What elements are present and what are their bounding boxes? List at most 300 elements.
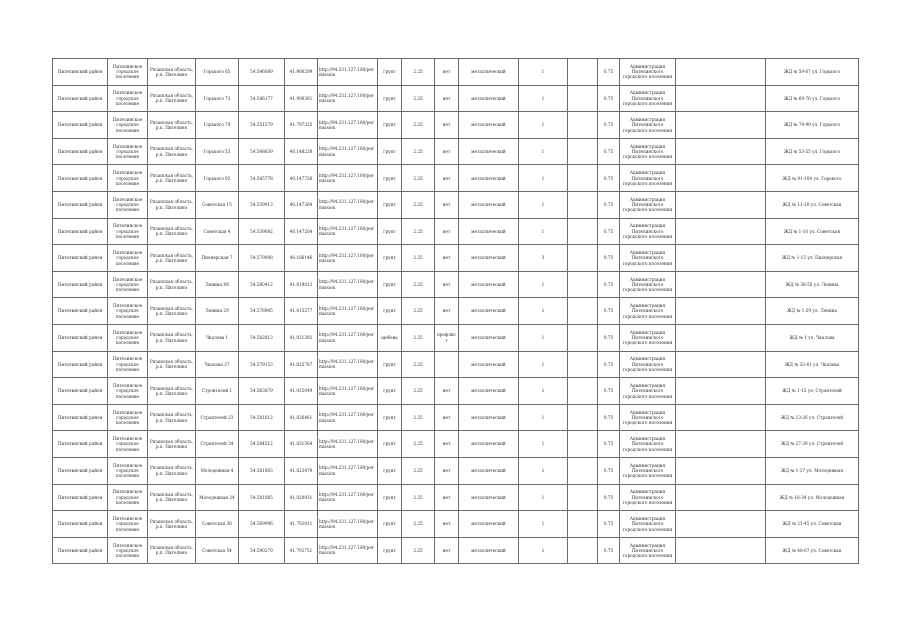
longitude-cell: 41.826461 bbox=[285, 404, 318, 431]
district-cell: Пителинский район bbox=[53, 484, 108, 511]
owner-cell: Администрация Пителинского городского поселения bbox=[620, 112, 676, 139]
permission-link-cell: http://94.231.127.180/permission bbox=[318, 191, 378, 218]
empty-cell bbox=[568, 378, 598, 405]
owner-cell: Администрация Пителинского городского поселения bbox=[620, 351, 676, 378]
latitude-cell: 54.582813 bbox=[239, 324, 285, 351]
roof-cell: нет bbox=[435, 484, 459, 511]
area-cell: 2.25 bbox=[402, 378, 435, 405]
latitude-cell: 54.581803 bbox=[239, 457, 285, 484]
district-cell: Пителинский район bbox=[53, 245, 108, 272]
address-street-cell: Советская 4 bbox=[196, 218, 239, 245]
address-street-cell: Советская 54 bbox=[196, 537, 239, 564]
longitude-cell: 41.906299 bbox=[285, 59, 318, 86]
permission-link-cell: http://94.231.127.180/permission bbox=[318, 245, 378, 272]
container-count-cell: 1 bbox=[519, 218, 568, 245]
empty-cell-2 bbox=[676, 298, 766, 325]
roof-cell: нет bbox=[435, 85, 459, 112]
surface-cell: грунт bbox=[378, 404, 402, 431]
address-street-cell: Чкалова 1 bbox=[196, 324, 239, 351]
owner-cell: Администрация Пителинского городского поселения bbox=[620, 457, 676, 484]
surface-cell: грунт bbox=[378, 245, 402, 272]
district-cell: Пителинский район bbox=[53, 351, 108, 378]
container-material-cell: металлический bbox=[459, 484, 519, 511]
settlement-cell: Пителинское городское поселение bbox=[108, 59, 148, 86]
empty-cell bbox=[568, 431, 598, 458]
table-row bbox=[53, 378, 859, 405]
container-count-cell: 1 bbox=[519, 431, 568, 458]
area-cell: 2.25 bbox=[402, 245, 435, 272]
district-cell: Пителинский район bbox=[53, 112, 108, 139]
latitude-cell: 54.581612 bbox=[239, 404, 285, 431]
address-region-cell: Рязанская область, р.п. Пителино bbox=[148, 85, 196, 112]
longitude-cell: 41.819012 bbox=[285, 271, 318, 298]
area-cell: 2.25 bbox=[402, 85, 435, 112]
empty-cell-2 bbox=[676, 537, 766, 564]
permission-link-cell: http://94.231.127.180/permission bbox=[318, 351, 378, 378]
address-street-cell: Молодежная 4 bbox=[196, 457, 239, 484]
volume-cell: 0.75 bbox=[598, 298, 620, 325]
container-count-cell: 1 bbox=[519, 138, 568, 165]
longitude-cell: 41.906361 bbox=[285, 85, 318, 112]
roof-cell: профлист bbox=[435, 324, 459, 351]
permission-link-cell: http://94.231.127.180/permission bbox=[318, 298, 378, 325]
container-count-cell: 1 bbox=[519, 191, 568, 218]
latitude-cell: 54.581985 bbox=[239, 484, 285, 511]
address-street-cell: Строителей 34 bbox=[196, 431, 239, 458]
area-cell: 2.25 bbox=[402, 404, 435, 431]
table-row bbox=[53, 245, 859, 272]
latitude-cell: 54.548639 bbox=[239, 138, 285, 165]
container-count-cell: 1 bbox=[519, 112, 568, 139]
settlement-cell: Пителинское городское поселение bbox=[108, 351, 148, 378]
served-houses-cell: ЖД № 27-39 ул. Строителей bbox=[766, 431, 859, 458]
district-cell: Пителинский район bbox=[53, 191, 108, 218]
empty-cell-2 bbox=[676, 271, 766, 298]
district-cell: Пителинский район bbox=[53, 457, 108, 484]
area-cell: 2.25 bbox=[402, 59, 435, 86]
latitude-cell: 54.551279 bbox=[239, 112, 285, 139]
volume-cell: 0.75 bbox=[598, 218, 620, 245]
served-houses-cell: ЖД № 38-50 ул. Ленина bbox=[766, 271, 859, 298]
volume-cell: 0.75 bbox=[598, 112, 620, 139]
settlement-cell: Пителинское городское поселение bbox=[108, 431, 148, 458]
served-houses-cell: ЖД № 13-26 ул. Строителей bbox=[766, 404, 859, 431]
table-row bbox=[53, 112, 859, 139]
container-count-cell: 1 bbox=[519, 324, 568, 351]
empty-cell-2 bbox=[676, 511, 766, 538]
address-region-cell: Рязанская область, р.п. Пителино bbox=[148, 457, 196, 484]
empty-cell-2 bbox=[676, 378, 766, 405]
served-houses-cell: ЖД № 1 ул. Чкалова bbox=[766, 324, 859, 351]
table-row bbox=[53, 271, 859, 298]
address-region-cell: Рязанская область, р.п. Пителино bbox=[148, 112, 196, 139]
empty-cell-2 bbox=[676, 484, 766, 511]
served-houses-cell: ЖД № 21-45 ул. Советская bbox=[766, 511, 859, 538]
served-houses-cell: ЖД № 32-41 ул. Чкалова bbox=[766, 351, 859, 378]
served-houses-cell: ЖД № 59-67 ул. Горького bbox=[766, 59, 859, 86]
owner-cell: Администрация Пителинского городского поселения bbox=[620, 378, 676, 405]
settlement-cell: Пителинское городское поселение bbox=[108, 484, 148, 511]
address-region-cell: Рязанская область, р.п. Пителино bbox=[148, 59, 196, 86]
empty-cell-2 bbox=[676, 457, 766, 484]
surface-cell: грунт bbox=[378, 457, 402, 484]
address-region-cell: Рязанская область, р.п. Пителино bbox=[148, 138, 196, 165]
volume-cell: 0.75 bbox=[598, 431, 620, 458]
roof-cell: нет bbox=[435, 165, 459, 192]
longitude-cell: 40.148238 bbox=[285, 138, 318, 165]
empty-cell bbox=[568, 271, 598, 298]
owner-cell: Администрация Пителинского городского поселения bbox=[620, 271, 676, 298]
settlement-cell: Пителинское городское поселение bbox=[108, 457, 148, 484]
permission-link-cell: http://94.231.127.180/permission bbox=[318, 112, 378, 139]
roof-cell: нет bbox=[435, 537, 459, 564]
container-material-cell: металлический bbox=[459, 245, 519, 272]
empty-cell-2 bbox=[676, 245, 766, 272]
owner-cell: Администрация Пителинского городского поселения bbox=[620, 511, 676, 538]
settlement-cell: Пителинское городское поселение bbox=[108, 404, 148, 431]
permission-link-cell: http://94.231.127.180/permission bbox=[318, 537, 378, 564]
address-region-cell: Рязанская область, р.п. Пителино bbox=[148, 245, 196, 272]
table-row bbox=[53, 511, 859, 538]
surface-cell: грунт bbox=[378, 165, 402, 192]
settlement-cell: Пителинское городское поселение bbox=[108, 378, 148, 405]
latitude-cell: 54.579008 bbox=[239, 245, 285, 272]
container-count-cell: 1 bbox=[519, 351, 568, 378]
address-street-cell: Горького 53 bbox=[196, 138, 239, 165]
address-region-cell: Рязанская область, р.п. Пителино bbox=[148, 271, 196, 298]
address-street-cell: Ленина 48 bbox=[196, 271, 239, 298]
empty-cell-2 bbox=[676, 218, 766, 245]
area-cell: 2.25 bbox=[402, 484, 435, 511]
container-material-cell: металлический bbox=[459, 378, 519, 405]
table-row bbox=[53, 351, 859, 378]
served-houses-cell: ЖД № 1-12 ул. Строителей bbox=[766, 378, 859, 405]
surface-cell: грунт bbox=[378, 378, 402, 405]
served-houses-cell: ЖД № 91-104 ул. Горького bbox=[766, 165, 859, 192]
surface-cell: грунт bbox=[378, 59, 402, 86]
owner-cell: Администрация Пителинского городского поселения bbox=[620, 218, 676, 245]
latitude-cell: 54.563879 bbox=[239, 378, 285, 405]
empty-cell bbox=[568, 298, 598, 325]
volume-cell: 0.75 bbox=[598, 378, 620, 405]
container-material-cell: металлический bbox=[459, 191, 519, 218]
settlement-cell: Пителинское городское поселение bbox=[108, 218, 148, 245]
table-row bbox=[53, 537, 859, 564]
empty-cell bbox=[568, 511, 598, 538]
empty-cell-2 bbox=[676, 404, 766, 431]
district-cell: Пителинский район bbox=[53, 271, 108, 298]
empty-cell bbox=[568, 484, 598, 511]
surface-cell: грунт bbox=[378, 112, 402, 139]
district-cell: Пителинский район bbox=[53, 511, 108, 538]
table-row bbox=[53, 298, 859, 325]
container-count-cell: 1 bbox=[519, 298, 568, 325]
container-count-cell: 1 bbox=[519, 59, 568, 86]
district-cell: Пителинский район bbox=[53, 138, 108, 165]
owner-cell: Администрация Пителинского городского поселения bbox=[620, 537, 676, 564]
container-material-cell: металлический bbox=[459, 165, 519, 192]
permission-link-cell: http://94.231.127.180/permission bbox=[318, 165, 378, 192]
table-row bbox=[53, 59, 859, 86]
owner-cell: Администрация Пителинского городского поселения bbox=[620, 138, 676, 165]
longitude-cell: 41.797325 bbox=[285, 112, 318, 139]
table-row bbox=[53, 191, 859, 218]
latitude-cell: 54.590270 bbox=[239, 537, 285, 564]
empty-cell bbox=[568, 324, 598, 351]
area-cell: 2.25 bbox=[402, 298, 435, 325]
empty-cell-2 bbox=[676, 59, 766, 86]
volume-cell: 0.75 bbox=[598, 138, 620, 165]
surface-cell: грунт bbox=[378, 191, 402, 218]
permission-link-cell: http://94.231.127.180/permission bbox=[318, 431, 378, 458]
surface-cell: грунт bbox=[378, 537, 402, 564]
roof-cell: нет bbox=[435, 191, 459, 218]
empty-cell-2 bbox=[676, 324, 766, 351]
longitude-cell: 40.147204 bbox=[285, 218, 318, 245]
table-row bbox=[53, 484, 859, 511]
address-region-cell: Рязанская область, р.п. Пителино bbox=[148, 298, 196, 325]
address-region-cell: Рязанская область, р.п. Пителино bbox=[148, 484, 196, 511]
address-region-cell: Рязанская область, р.п. Пителино bbox=[148, 191, 196, 218]
permission-link-cell: http://94.231.127.180/permission bbox=[318, 457, 378, 484]
address-street-cell: Строителей 23 bbox=[196, 404, 239, 431]
longitude-cell: 40.147264 bbox=[285, 191, 318, 218]
volume-cell: 0.75 bbox=[598, 245, 620, 272]
permission-link-cell: http://94.231.127.180/permission bbox=[318, 511, 378, 538]
permission-link-cell: http://94.231.127.180/permission bbox=[318, 138, 378, 165]
district-cell: Пителинский район bbox=[53, 59, 108, 86]
address-street-cell: Горького 79 bbox=[196, 112, 239, 139]
address-street-cell: Строителей 1 bbox=[196, 378, 239, 405]
owner-cell: Администрация Пителинского городского поселения bbox=[620, 431, 676, 458]
table-row bbox=[53, 457, 859, 484]
address-region-cell: Рязанская область, р.п. Пителино bbox=[148, 404, 196, 431]
container-material-cell: металлический bbox=[459, 112, 519, 139]
area-cell: 2.25 bbox=[402, 537, 435, 564]
settlement-cell: Пителинское городское поселение bbox=[108, 85, 148, 112]
address-region-cell: Рязанская область, р.п. Пителино bbox=[148, 537, 196, 564]
area-cell: 2.25 bbox=[402, 271, 435, 298]
surface-cell: щебень bbox=[378, 324, 402, 351]
empty-cell-2 bbox=[676, 191, 766, 218]
owner-cell: Администрация Пителинского городского поселения bbox=[620, 59, 676, 86]
roof-cell: нет bbox=[435, 112, 459, 139]
address-street-cell: Чкалова 37 bbox=[196, 351, 239, 378]
surface-cell: грунт bbox=[378, 298, 402, 325]
table-body bbox=[53, 59, 859, 564]
container-material-cell: металлический bbox=[459, 298, 519, 325]
latitude-cell: 54.539913 bbox=[239, 191, 285, 218]
container-count-cell: 1 bbox=[519, 165, 568, 192]
table-row bbox=[53, 218, 859, 245]
settlement-cell: Пителинское городское поселение bbox=[108, 537, 148, 564]
address-region-cell: Рязанская область, р.п. Пителино bbox=[148, 218, 196, 245]
settlement-cell: Пителинское городское поселение bbox=[108, 324, 148, 351]
settlement-cell: Пителинское городское поселение bbox=[108, 271, 148, 298]
area-cell: 2.25 bbox=[402, 112, 435, 139]
district-cell: Пителинский район bbox=[53, 324, 108, 351]
district-cell: Пителинский район bbox=[53, 378, 108, 405]
permission-link-cell: http://94.231.127.180/permission bbox=[318, 324, 378, 351]
permission-link-cell: http://94.231.127.180/permission bbox=[318, 271, 378, 298]
longitude-cell: 41.815277 bbox=[285, 298, 318, 325]
volume-cell: 0.75 bbox=[598, 165, 620, 192]
district-cell: Пителинский район bbox=[53, 537, 108, 564]
container-material-cell: металлический bbox=[459, 404, 519, 431]
volume-cell: 0.75 bbox=[598, 404, 620, 431]
volume-cell: 0.75 bbox=[598, 351, 620, 378]
container-count-cell: 1 bbox=[519, 378, 568, 405]
address-street-cell: Молодежная 24 bbox=[196, 484, 239, 511]
latitude-cell: 54.569996 bbox=[239, 511, 285, 538]
settlement-cell: Пителинское городское поселение bbox=[108, 191, 148, 218]
table-row bbox=[53, 85, 859, 112]
area-cell: 2.25 bbox=[402, 138, 435, 165]
empty-cell-2 bbox=[676, 85, 766, 112]
address-region-cell: Рязанская область, р.п. Пителино bbox=[148, 431, 196, 458]
longitude-cell: 41.792751 bbox=[285, 537, 318, 564]
longitude-cell: 40.186146 bbox=[285, 245, 318, 272]
address-region-cell: Рязанская область, р.п. Пителино bbox=[148, 378, 196, 405]
surface-cell: грунт bbox=[378, 484, 402, 511]
volume-cell: 0.75 bbox=[598, 537, 620, 564]
latitude-cell: 54.546177 bbox=[239, 85, 285, 112]
roof-cell: нет bbox=[435, 404, 459, 431]
container-count-cell: 1 bbox=[519, 404, 568, 431]
owner-cell: Администрация Пителинского городского поселения bbox=[620, 484, 676, 511]
volume-cell: 0.75 bbox=[598, 191, 620, 218]
container-material-cell: металлический bbox=[459, 324, 519, 351]
table-row bbox=[53, 431, 859, 458]
roof-cell: нет bbox=[435, 59, 459, 86]
container-count-cell: 1 bbox=[519, 537, 568, 564]
area-cell: 2.25 bbox=[402, 431, 435, 458]
volume-cell: 0.75 bbox=[598, 484, 620, 511]
address-region-cell: Рязанская область, р.п. Пителино bbox=[148, 324, 196, 351]
container-material-cell: металлический bbox=[459, 59, 519, 86]
permission-link-cell: http://94.231.127.180/permission bbox=[318, 59, 378, 86]
address-street-cell: Горького 73 bbox=[196, 85, 239, 112]
empty-cell bbox=[568, 351, 598, 378]
settlement-cell: Пителинское городское поселение bbox=[108, 138, 148, 165]
container-count-cell: 1 bbox=[519, 484, 568, 511]
settlement-cell: Пителинское городское поселение bbox=[108, 298, 148, 325]
volume-cell: 0.75 bbox=[598, 324, 620, 351]
container-count-cell: 1 bbox=[519, 511, 568, 538]
volume-cell: 0.75 bbox=[598, 85, 620, 112]
roof-cell: нет bbox=[435, 378, 459, 405]
roof-cell: нет bbox=[435, 298, 459, 325]
surface-cell: грунт bbox=[378, 218, 402, 245]
longitude-cell: 40.147726 bbox=[285, 165, 318, 192]
permission-link-cell: http://94.231.127.180/permission bbox=[318, 85, 378, 112]
roof-cell: нет bbox=[435, 457, 459, 484]
roof-cell: нет bbox=[435, 431, 459, 458]
latitude-cell: 54.545778 bbox=[239, 165, 285, 192]
empty-cell bbox=[568, 85, 598, 112]
address-street-cell: Советская 30 bbox=[196, 511, 239, 538]
container-material-cell: металлический bbox=[459, 537, 519, 564]
address-street-cell: Ленина 29 bbox=[196, 298, 239, 325]
area-cell: 2.25 bbox=[402, 218, 435, 245]
empty-cell-2 bbox=[676, 431, 766, 458]
empty-cell bbox=[568, 165, 598, 192]
settlement-cell: Пителинское городское поселение bbox=[108, 112, 148, 139]
address-street-cell: Горького 65 bbox=[196, 59, 239, 86]
owner-cell: Администрация Пителинского городского поселения bbox=[620, 245, 676, 272]
table-row bbox=[53, 138, 859, 165]
district-cell: Пителинский район bbox=[53, 298, 108, 325]
served-houses-cell: ЖД № 53-55 ул. Горького bbox=[766, 138, 859, 165]
address-region-cell: Рязанская область, р.п. Пителино bbox=[148, 351, 196, 378]
address-street-cell: Советская 15 bbox=[196, 191, 239, 218]
latitude-cell: 54.580412 bbox=[239, 271, 285, 298]
empty-cell bbox=[568, 59, 598, 86]
district-cell: Пителинский район bbox=[53, 85, 108, 112]
settlement-cell: Пителинское городское поселение bbox=[108, 511, 148, 538]
longitude-cell: 41.831564 bbox=[285, 431, 318, 458]
latitude-cell: 54.578905 bbox=[239, 298, 285, 325]
container-material-cell: металлический bbox=[459, 85, 519, 112]
empty-cell bbox=[568, 245, 598, 272]
owner-cell: Администрация Пителинского городского поселения bbox=[620, 298, 676, 325]
settlement-cell: Пителинское городское поселение bbox=[108, 165, 148, 192]
container-material-cell: металлический bbox=[459, 271, 519, 298]
latitude-cell: 54.546889 bbox=[239, 59, 285, 86]
empty-cell-2 bbox=[676, 112, 766, 139]
empty-cell bbox=[568, 404, 598, 431]
longitude-cell: 41.823479 bbox=[285, 457, 318, 484]
volume-cell: 0.75 bbox=[598, 271, 620, 298]
permission-link-cell: http://94.231.127.180/permission bbox=[318, 404, 378, 431]
empty-cell-2 bbox=[676, 351, 766, 378]
empty-cell bbox=[568, 537, 598, 564]
district-cell: Пителинский район bbox=[53, 404, 108, 431]
empty-cell bbox=[568, 218, 598, 245]
empty-cell bbox=[568, 112, 598, 139]
latitude-cell: 54.539692 bbox=[239, 218, 285, 245]
table-row bbox=[53, 404, 859, 431]
roof-cell: нет bbox=[435, 511, 459, 538]
served-houses-cell: ЖД № 69-76 ул. Горького bbox=[766, 85, 859, 112]
permission-link-cell: http://94.231.127.180/permission bbox=[318, 484, 378, 511]
longitude-cell: 41.792911 bbox=[285, 511, 318, 538]
owner-cell: Администрация Пителинского городского поселения bbox=[620, 404, 676, 431]
served-houses-cell: ЖД № 1-10 ул. Советская bbox=[766, 218, 859, 245]
address-region-cell: Рязанская область, р.п. Пителино bbox=[148, 165, 196, 192]
longitude-cell: 41.820931 bbox=[285, 484, 318, 511]
volume-cell: 0.75 bbox=[598, 457, 620, 484]
address-street-cell: Пионерская 7 bbox=[196, 245, 239, 272]
container-count-cell: 1 bbox=[519, 85, 568, 112]
address-region-cell: Рязанская область, р.п. Пителино bbox=[148, 511, 196, 538]
area-cell: 2.25 bbox=[402, 511, 435, 538]
empty-cell bbox=[568, 457, 598, 484]
surface-cell: грунт bbox=[378, 85, 402, 112]
empty-cell-2 bbox=[676, 138, 766, 165]
surface-cell: грунт bbox=[378, 431, 402, 458]
container-material-cell: металлический bbox=[459, 138, 519, 165]
area-cell: 2.25 bbox=[402, 191, 435, 218]
served-houses-cell: ЖД № 1-15 ул. Пионерская bbox=[766, 245, 859, 272]
longitude-cell: 41.825787 bbox=[285, 351, 318, 378]
served-houses-cell: ЖД № 79-99 ул. Горького bbox=[766, 112, 859, 139]
district-cell: Пителинский район bbox=[53, 218, 108, 245]
surface-cell: грунт bbox=[378, 138, 402, 165]
container-sites-table bbox=[52, 58, 859, 564]
table-row bbox=[53, 165, 859, 192]
document-page bbox=[52, 58, 858, 564]
